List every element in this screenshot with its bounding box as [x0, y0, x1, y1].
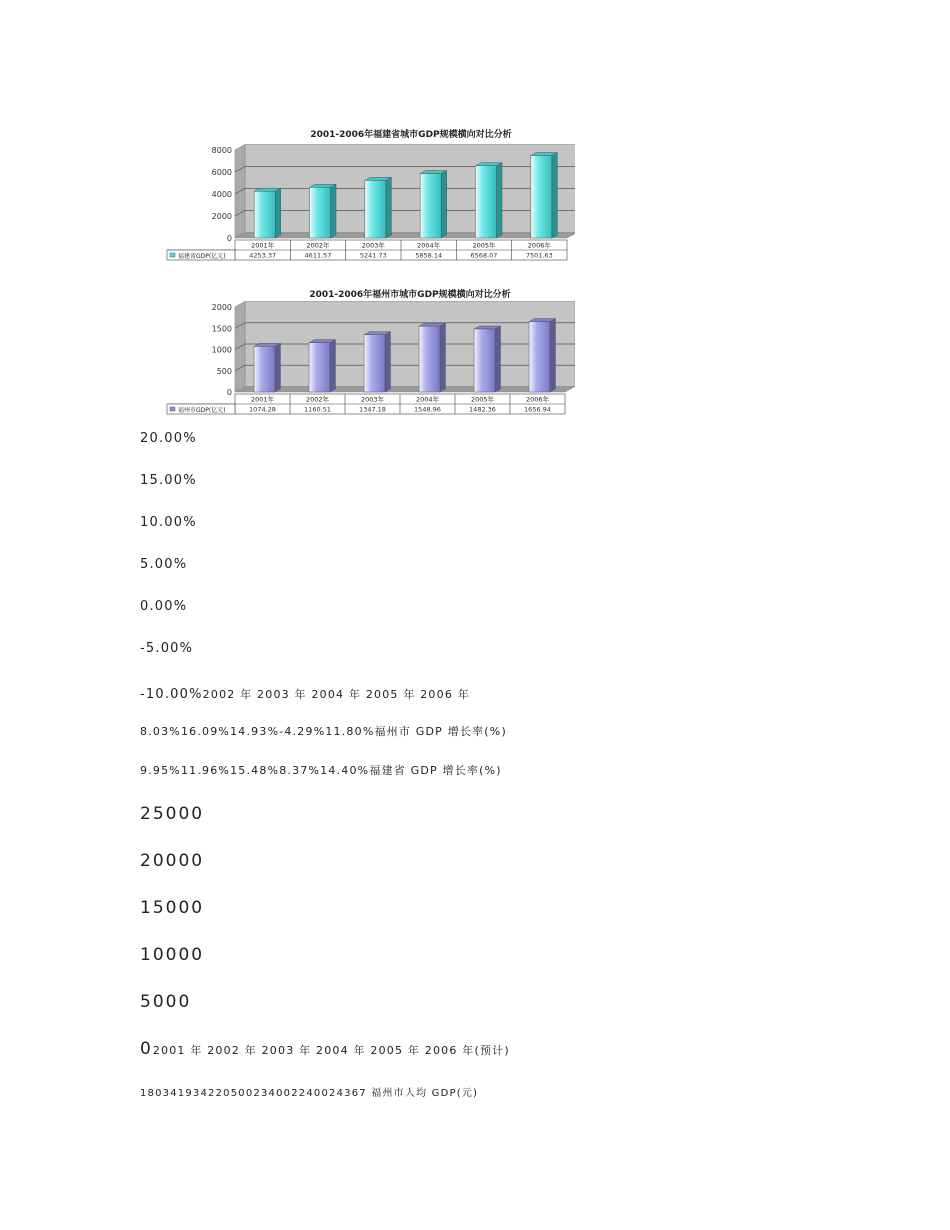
chart-x-tick-label: 2001年 [250, 395, 275, 404]
chart-floor [235, 233, 575, 239]
fujian-gdp-chart [165, 125, 575, 265]
legend-swatch [170, 253, 175, 257]
chart-data-label: 5858.14 [415, 251, 443, 260]
chart-bar [364, 335, 385, 392]
text-part: 2001 年 2002 年 2003 年 2004 年 2005 年 2006 年(预计) [152, 1044, 510, 1057]
chart-y-tick-label: 0 [226, 388, 232, 397]
chart-title: 2001-2006年福建省城市GDP规模横向对比分析 [310, 130, 512, 140]
text-line: 5000 [140, 992, 192, 1012]
chart-y-tick-label: 0 [226, 234, 232, 243]
chart-y-tick-label: 1000 [211, 345, 232, 355]
chart-x-tick-label: 2003年 [361, 241, 385, 250]
text-line: 0.00% [140, 599, 188, 614]
chart-data-label: 1656.94 [524, 405, 551, 414]
chart-bar-side [386, 177, 392, 238]
chart-bar [309, 343, 330, 392]
chart-x-tick-label: 2002年 [305, 395, 330, 404]
chart-data-label: 1160.51 [304, 405, 331, 414]
chart-x-tick-label: 2005年 [470, 395, 495, 404]
chart-data-label: 1482.36 [469, 405, 496, 414]
text-line: 9.95%11.96%15.48%8.37%14.40%福建省 GDP 增长率(%) [140, 764, 502, 777]
chart-title: 2001-2006年福州市城市GDP规模横向对比分析 [309, 290, 511, 300]
chart-bar-side [385, 332, 391, 392]
chart-bar-side [331, 184, 337, 238]
chart-bar-side [552, 152, 558, 238]
text-line: 10.00% [140, 515, 197, 530]
chart-x-tick-label: 2002年 [306, 241, 330, 250]
chart-data-label: 6568.07 [470, 251, 498, 260]
chart-data-label: 4611.57 [304, 251, 332, 260]
chart-data-label: 4253.37 [249, 251, 277, 260]
chart-data-label: 1548.96 [414, 405, 441, 414]
text-line [140, 683, 470, 702]
chart-bar-side [497, 163, 503, 238]
text-line: 8.03%16.09%14.93%-4.29%11.80%福州市 GDP 增长率(%) [140, 725, 507, 738]
fuzhou-gdp-chart [165, 287, 575, 417]
fuzhou-gdp-chart-svg [165, 287, 575, 417]
legend-label: 福建省GDP(亿元) [178, 253, 226, 260]
chart-bar-side [275, 343, 281, 392]
text-line: -5.00% [140, 641, 194, 656]
chart-floor [235, 387, 575, 393]
chart-x-tick-label: 2005年 [472, 241, 496, 250]
text-line: 10000 [140, 945, 205, 965]
chart-y-tick-label: 8000 [211, 146, 232, 155]
text-part: -10.00% [140, 687, 203, 702]
chart-y-tick-label: 500 [216, 366, 232, 376]
chart-bar [254, 191, 275, 238]
text-line: 20000 [140, 851, 205, 871]
chart-x-tick-label: 2006年 [525, 395, 550, 404]
chart-bar [529, 322, 550, 392]
chart-data-label: 1074.28 [249, 405, 276, 414]
text-line: 180341934220500234002240024367 福州市人均 GDP(元) [140, 1088, 479, 1099]
chart-y-tick-label: 6000 [211, 168, 232, 177]
chart-bar [474, 329, 495, 392]
chart-bar [254, 346, 275, 392]
chart-x-tick-label: 2001年 [251, 241, 275, 250]
chart-bar-side [495, 326, 501, 392]
chart-x-tick-label: 2004年 [417, 241, 441, 250]
chart-y-tick-label: 1500 [211, 324, 232, 334]
text-line: 20.00% [140, 431, 197, 446]
text-part: 0 [140, 1039, 153, 1059]
legend-label: 福州市GDP(亿元) [178, 407, 226, 414]
text-line: 15.00% [140, 473, 197, 488]
text-line: 5.00% [140, 557, 188, 572]
chart-y-tick-label: 2000 [211, 212, 232, 221]
chart-bar-side [440, 323, 446, 392]
text-line [140, 1039, 510, 1059]
chart-x-tick-label: 2006年 [527, 241, 551, 250]
chart-data-label: 1347.18 [359, 405, 386, 414]
chart-bar [365, 180, 386, 238]
chart-bar-side [330, 340, 336, 392]
chart-data-label: 7501.63 [525, 251, 553, 260]
chart-y-tick-label: 2000 [211, 303, 232, 312]
chart-data-label: 5241.73 [359, 251, 387, 260]
chart-bar-side [550, 319, 556, 392]
fujian-gdp-chart-svg [165, 125, 575, 265]
text-line: 15000 [140, 898, 205, 918]
chart-y-tick-label: 4000 [211, 190, 232, 199]
chart-bar-side [441, 171, 447, 238]
chart-bar [419, 326, 440, 392]
chart-bar [531, 155, 552, 238]
chart-bar [420, 174, 441, 238]
text-line: 25000 [140, 804, 205, 824]
text-part: 2002 年 2003 年 2004 年 2005 年 2006 年 [202, 688, 470, 701]
chart-x-tick-label: 2003年 [360, 395, 385, 404]
legend-swatch [170, 407, 175, 411]
chart-bar [309, 187, 330, 238]
chart-x-tick-label: 2004年 [415, 395, 440, 404]
chart-bar [475, 166, 496, 238]
chart-bar-side [275, 188, 281, 238]
